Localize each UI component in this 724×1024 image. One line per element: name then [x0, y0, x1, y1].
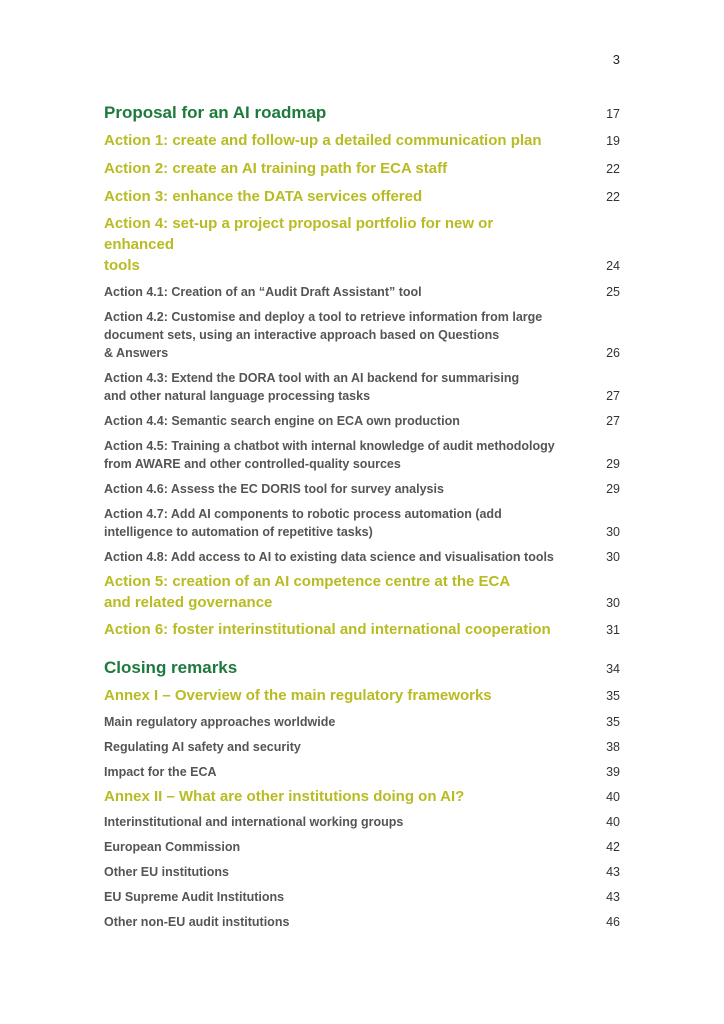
toc-entry[interactable]: [104, 657, 620, 679]
toc-entry-page: 43: [606, 865, 620, 879]
toc-entry-page: 24: [606, 259, 620, 273]
toc-entry[interactable]: [104, 308, 620, 362]
toc-entry-title: Action 4.8: Add access to AI to existing data science and visualisation tools: [104, 550, 554, 564]
toc-entry-title: Impact for the ECA: [104, 765, 217, 779]
toc-entry-page: 30: [606, 596, 620, 610]
page-number: 3: [612, 52, 620, 67]
toc-entry-page: 38: [606, 740, 620, 754]
toc-entry-title: Proposal for an AI roadmap: [104, 103, 327, 122]
toc-entry-title: Action 5: creation of an AI competence centre at the ECA and related governance: [104, 573, 511, 611]
toc-entry-title: Action 4.7: Add AI components to robotic process automation (add intelligence to automation of repetitive tasks): [104, 507, 502, 539]
toc-entry-title: Action 4.3: Extend the DORA tool with an AI backend for summarising and other natural language processing tasks: [104, 371, 520, 403]
toc-entry[interactable]: [104, 213, 620, 276]
toc-entry-page: 31: [606, 623, 620, 637]
toc-entry-page: 34: [606, 662, 620, 676]
toc-entry-page: 30: [606, 550, 620, 564]
toc-entry-title: Main regulatory approaches worldwide: [104, 715, 336, 729]
toc-entry[interactable]: [104, 437, 620, 473]
toc-entry[interactable]: [104, 102, 620, 124]
toc-entry-page: 43: [606, 890, 620, 904]
toc-entry-title: Action 3: enhance the DATA services offered: [104, 188, 423, 205]
toc-entry-page: 27: [606, 414, 620, 428]
toc-entry-page: 35: [606, 689, 620, 703]
table-of-contents: [104, 102, 620, 931]
toc-entry-page: 27: [606, 389, 620, 403]
toc-entry[interactable]: [104, 505, 620, 541]
toc-entry[interactable]: [104, 571, 620, 613]
toc-entry-page: 40: [606, 790, 620, 804]
toc-entry[interactable]: [104, 786, 620, 807]
toc-entry-title: Annex II – What are other institutions doing on AI?: [104, 788, 465, 805]
toc-entry-page: 29: [606, 482, 620, 496]
toc-entry-title: Action 6: foster interinstitutional and international cooperation: [104, 621, 551, 638]
toc-entry-title: Other non-EU audit institutions: [104, 915, 290, 929]
toc-entry[interactable]: [104, 158, 620, 179]
toc-entry-page: 25: [606, 285, 620, 299]
toc-entry-page: 22: [606, 162, 620, 176]
toc-entry-title: European Commission: [104, 840, 241, 854]
toc-entry-title: Closing remarks: [104, 658, 238, 677]
toc-entry[interactable]: [104, 763, 620, 781]
toc-entry[interactable]: [104, 738, 620, 756]
toc-entry[interactable]: [104, 548, 620, 566]
toc-entry-title: Action 4.2: Customise and deploy a tool to retrieve information from large document sets, using an interactive approach based on Questions & Answers: [104, 310, 543, 360]
toc-entry-page: 46: [606, 915, 620, 929]
toc-entry[interactable]: [104, 813, 620, 831]
toc-entry[interactable]: [104, 838, 620, 856]
toc-entry-title: Action 4.1: Creation of an “Audit Draft Assistant” tool: [104, 285, 422, 299]
toc-entry-page: 22: [606, 190, 620, 204]
toc-entry-page: 42: [606, 840, 620, 854]
toc-entry[interactable]: [104, 369, 620, 405]
toc-entry-title: EU Supreme Audit Institutions: [104, 890, 285, 904]
toc-entry-title: Action 4.4: Semantic search engine on ECA own production: [104, 414, 460, 428]
toc-entry[interactable]: [104, 888, 620, 906]
toc-entry-page: 39: [606, 765, 620, 779]
toc-entry[interactable]: [104, 713, 620, 731]
toc-entry[interactable]: [104, 619, 620, 640]
toc-entry-title: Action 4.6: Assess the EC DORIS tool for survey analysis: [104, 482, 444, 496]
toc-entry[interactable]: [104, 685, 620, 706]
toc-entry[interactable]: [104, 480, 620, 498]
toc-entry-page: 19: [606, 134, 620, 148]
toc-entry[interactable]: [104, 186, 620, 207]
toc-entry[interactable]: [104, 863, 620, 881]
toc-entry-title: Action 4: set-up a project proposal portfolio for new or enhanced tools: [104, 215, 494, 274]
toc-entry[interactable]: [104, 283, 620, 301]
toc-entry[interactable]: [104, 130, 620, 151]
toc-entry-title: Annex I – Overview of the main regulatory frameworks: [104, 687, 492, 704]
toc-entry[interactable]: [104, 412, 620, 430]
toc-entry[interactable]: [104, 913, 620, 931]
toc-entry-title: Action 2: create an AI training path for ECA staff: [104, 160, 448, 177]
toc-entry-page: 40: [606, 815, 620, 829]
toc-entry-title: Interinstitutional and international working groups: [104, 815, 404, 829]
toc-entry-page: 35: [606, 715, 620, 729]
toc-entry-page: 30: [606, 525, 620, 539]
toc-entry-page: 29: [606, 457, 620, 471]
toc-entry-title: Regulating AI safety and security: [104, 740, 301, 754]
toc-entry-title: Action 4.5: Training a chatbot with internal knowledge of audit methodology from AWARE and other controlled-quality sources: [104, 439, 555, 471]
toc-entry-title: Action 1: create and follow-up a detailed communication plan: [104, 132, 542, 149]
toc-entry-page: 17: [606, 107, 620, 121]
toc-entry-page: 26: [606, 346, 620, 360]
toc-entry-title: Other EU institutions: [104, 865, 229, 879]
